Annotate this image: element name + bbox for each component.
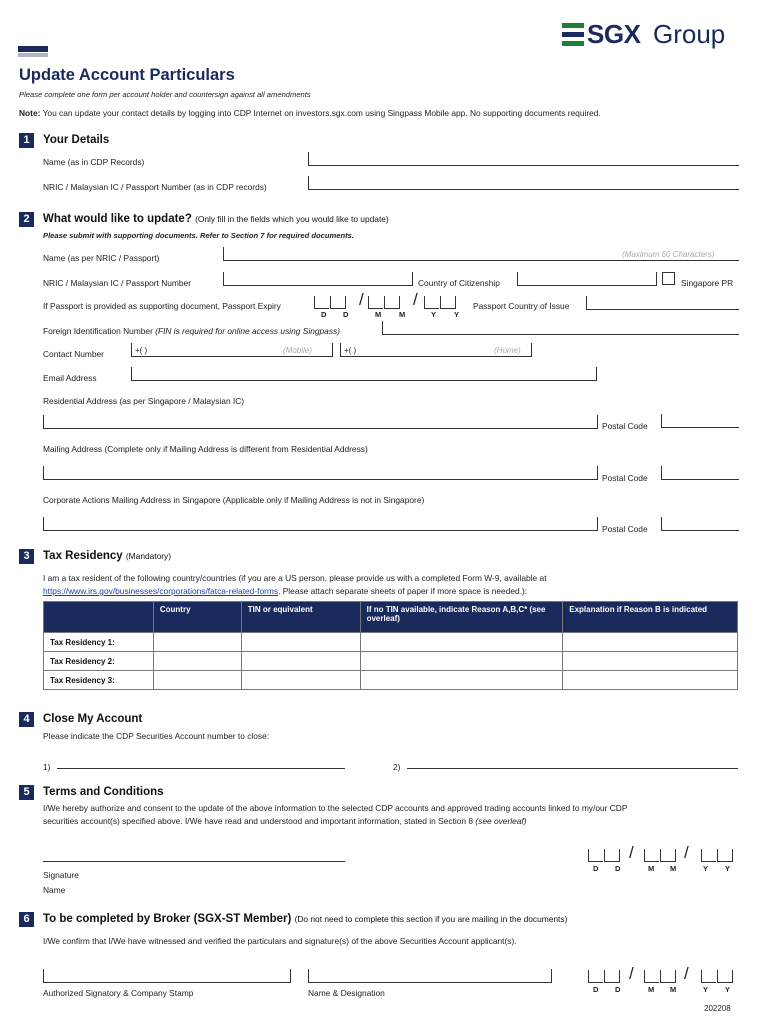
page-subtitle: Please complete one form per account holder and countersign against all amendments [19, 90, 311, 99]
s3-text-1: I am a tax resident of the following country/countries (if you are a US person, please provide us with a completed Form W-9, available at [43, 573, 547, 583]
s2-name-hint: (Maximum 60 Characters) [622, 250, 715, 259]
s2-mobile-hint: (Mobile) [283, 346, 312, 355]
s6-auth-label: Authorized Signatory & Company Stamp [43, 988, 194, 998]
date-letter: Y [703, 985, 709, 994]
table-row [44, 652, 738, 671]
s6-text: I/We confirm that I/We have witnessed and verified the particulars and signature(s) of the above Securities Account applicant(s). [43, 936, 517, 946]
s5-text-2 [43, 816, 527, 826]
logo-brand: SGX [587, 19, 641, 49]
table-header-row [44, 602, 738, 633]
s1-nric-label: NRIC / Malaysian IC / Passport Number (as in CDP records) [43, 182, 267, 192]
s2-mail-postal-field[interactable] [661, 466, 739, 480]
table-header: Explanation if Reason B is indicated [563, 602, 738, 633]
table-cell-input[interactable] [241, 633, 360, 652]
date-letter: M [399, 310, 406, 319]
date-letter: Y [725, 864, 731, 873]
section-4-title: Close My Account [43, 713, 143, 725]
note-label: Note: [19, 108, 41, 118]
section-4-number: 4 [19, 712, 34, 727]
table-cell-input[interactable] [563, 671, 738, 690]
s2-fin-field[interactable] [382, 321, 739, 335]
section-2-number: 2 [19, 212, 34, 227]
date-letter: M [648, 864, 655, 873]
table-row [44, 671, 738, 690]
form-code: 202208 [704, 1004, 731, 1013]
s5-see-overleaf: (see overleaf) [475, 816, 527, 826]
s4-text: Please indicate the CDP Securities Account number to close: [43, 731, 270, 741]
date-letter: Y [725, 985, 731, 994]
section-6-number: 6 [19, 912, 34, 927]
s2-citizenship-field[interactable] [517, 272, 657, 286]
date-letter: Y [703, 864, 709, 873]
table-cell-input[interactable] [360, 633, 563, 652]
s1-nric-field[interactable] [308, 176, 739, 190]
s2-title-text: What would like to update? [43, 213, 192, 225]
s6-desig-field[interactable] [308, 969, 552, 983]
s2-nric-field[interactable] [223, 272, 413, 286]
row-label: Tax Residency 3: [44, 671, 154, 690]
s2-fin-row [43, 326, 340, 336]
section-2-title [43, 213, 389, 225]
fatca-link[interactable]: https://www.irs.gov/businesses/corporations/fatca-related-forms [43, 586, 279, 596]
s6-auth-field[interactable] [43, 969, 291, 983]
s1-name-label: Name (as in CDP Records) [43, 157, 145, 167]
s5-text-2-main: securities account(s) specified above. I/We have read and understood and important information, stated in Section 8 [43, 816, 474, 826]
date-letter: D [343, 310, 349, 319]
s2-corp-postal-label: Postal Code [602, 524, 648, 534]
logo-suffix: Group [653, 19, 726, 49]
s2-home-prefix: +( ) [344, 346, 357, 355]
table-header: TIN or equivalent [241, 602, 360, 633]
date-letter: D [593, 985, 599, 994]
tax-residency-table [43, 601, 738, 690]
s2-issue-label: Passport Country of Issue [473, 301, 570, 311]
table-cell-input[interactable] [153, 652, 241, 671]
s5-text-1: I/We hereby authorize and consent to the update of the above information to the selected CDP accounts and approved trading accounts linked to my/our CDP [43, 803, 628, 813]
s2-fin-label: Foreign Identification Number [43, 326, 153, 336]
table-header [44, 602, 154, 633]
s5-name-label: Name [43, 885, 66, 895]
s3-title-text: Tax Residency [43, 550, 123, 562]
s1-name-field[interactable] [308, 152, 739, 166]
s2-mail-label: Mailing Address (Complete only if Mailing Address is different from Residential Address) [43, 444, 368, 454]
s2-corp-field[interactable] [43, 517, 598, 531]
s2-res-label: Residential Address (as per Singapore / Malaysian IC) [43, 396, 245, 406]
table-row [44, 633, 738, 652]
s2-home-hint: (Home) [494, 346, 521, 355]
section-3-title [43, 550, 171, 562]
s2-nric-label: NRIC / Malaysian IC / Passport Number [43, 278, 192, 288]
s4-item-1: 1) [43, 762, 51, 772]
s2-singapore-pr-checkbox[interactable] [662, 272, 675, 285]
table-cell-input[interactable] [563, 652, 738, 671]
date-letter: M [648, 985, 655, 994]
s6-title-note: (Do not need to complete this section if you are mailing in the documents) [294, 914, 568, 924]
corner-stripe [18, 46, 48, 52]
s5-signature-label: Signature [43, 870, 79, 880]
section-5-number: 5 [19, 785, 34, 800]
s2-subtitle: Please submit with supporting documents. Refer to Section 7 for required documents. [43, 231, 354, 240]
section-1-title: Your Details [43, 134, 110, 146]
s2-expiry-label: If Passport is provided as supporting document, Passport Expiry [43, 301, 281, 311]
table-cell-input[interactable] [360, 671, 563, 690]
s2-mail-field[interactable] [43, 466, 598, 480]
date-letter: M [670, 985, 677, 994]
s2-res-field[interactable] [43, 415, 598, 429]
note-text: You can update your contact details by logging into CDP Internet on investors.sgx.com using Singpass Mobile app. No supporting documents required. [42, 108, 601, 118]
s5-signature-field[interactable] [43, 860, 345, 862]
section-5-title: Terms and Conditions [43, 786, 164, 798]
corner-stripe-2 [18, 53, 48, 57]
s2-mail-postal-label: Postal Code [602, 473, 648, 483]
table-cell-input[interactable] [563, 633, 738, 652]
s2-res-postal-field[interactable] [661, 414, 739, 428]
s2-pr-label: Singapore PR [681, 278, 734, 288]
date-letter: D [321, 310, 327, 319]
s2-res-postal-label: Postal Code [602, 421, 648, 431]
s2-fin-note: (FIN is required for online access using Singpass) [155, 326, 341, 336]
s4-account-1-field[interactable] [57, 767, 345, 769]
s2-contact-label: Contact Number [43, 349, 104, 359]
s2-name-label: Name (as per NRIC / Passport) [43, 253, 160, 263]
s2-issue-field[interactable] [586, 296, 739, 310]
date-letter: D [615, 864, 621, 873]
section-3-number: 3 [19, 549, 34, 564]
table-cell-input[interactable] [360, 652, 563, 671]
section-6-title [43, 913, 567, 925]
date-letter: Y [454, 310, 460, 319]
s3-text-2-rest: . Please attach separate sheets of paper if more space is needed.): [278, 586, 528, 596]
header-note [19, 108, 601, 118]
s4-item-2: 2) [393, 762, 401, 772]
table-cell-input[interactable] [153, 671, 241, 690]
s3-title-note: (Mandatory) [125, 551, 172, 561]
s6-title-text: To be completed by Broker (SGX-ST Member) [43, 913, 292, 925]
date-letter: M [670, 864, 677, 873]
s4-account-2-field[interactable] [407, 767, 738, 769]
s2-citizenship-label: Country of Citizenship [418, 278, 500, 288]
row-label: Tax Residency 1: [44, 633, 154, 652]
section-1-number: 1 [19, 133, 34, 148]
s3-text-2 [43, 586, 527, 596]
date-letter: M [375, 310, 382, 319]
date-letter: D [615, 985, 621, 994]
date-letter: D [593, 864, 599, 873]
s2-title-note: (Only fill in the fields which you would like to update) [195, 214, 389, 224]
s6-desig-label: Name & Designation [308, 988, 385, 998]
table-cell-input[interactable] [241, 652, 360, 671]
table-cell-input[interactable] [241, 671, 360, 690]
date-letter: Y [431, 310, 437, 319]
table-header: If no TIN available, indicate Reason A,B,C* (see overleaf) [360, 602, 563, 633]
s2-corp-postal-field[interactable] [661, 517, 739, 531]
logo-mark-icon [562, 23, 584, 47]
s2-corp-label: Corporate Actions Mailing Address in Singapore (Applicable only if Mailing Address is not in Singapore) [43, 495, 425, 505]
s2-email-field[interactable] [131, 367, 597, 381]
table-header: Country [153, 602, 241, 633]
row-label: Tax Residency 2: [44, 652, 154, 671]
s2-mobile-prefix: +( ) [135, 346, 148, 355]
page-title: Update Account Particulars [19, 66, 235, 84]
s2-email-label: Email Address [43, 373, 97, 383]
table-cell-input[interactable] [153, 633, 241, 652]
